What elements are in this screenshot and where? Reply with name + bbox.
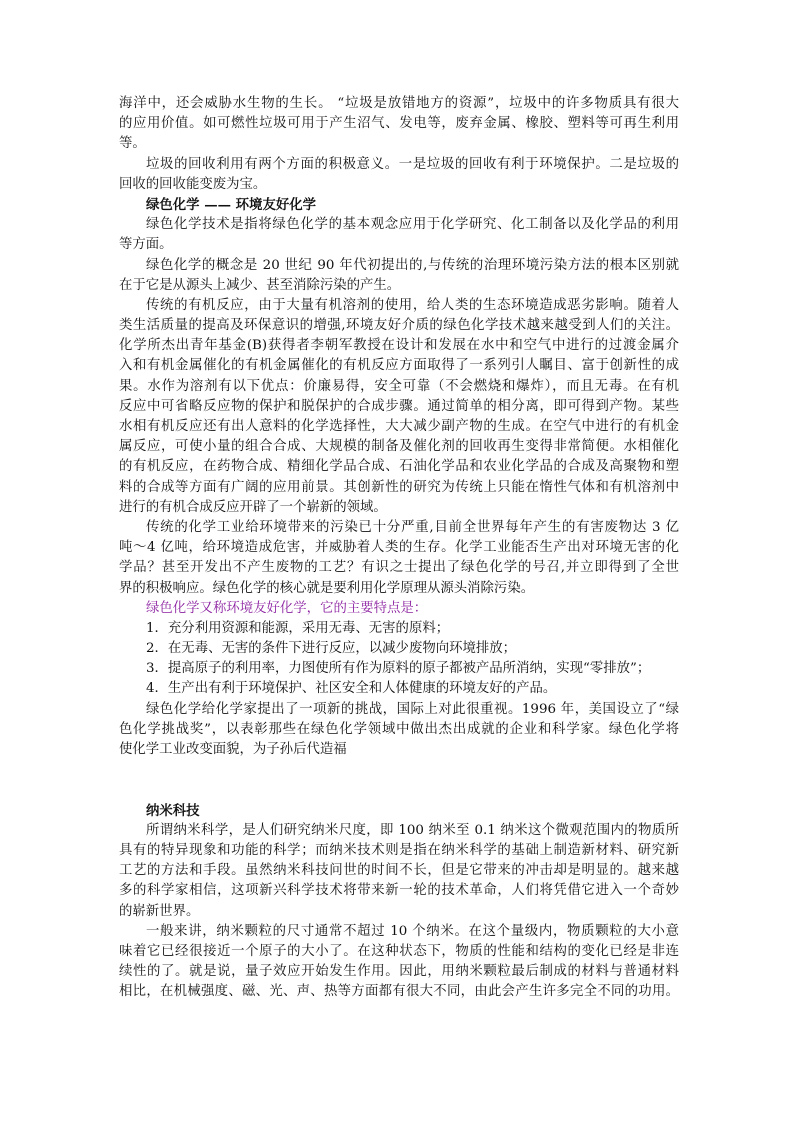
text-line: 色化学挑战奖”，以表彰那些在绿色化学领域中做出杰出成就的企业和科学家。绿色化学将 [119, 721, 679, 737]
text-line: 绿色化学技术是指将绿色化学的基本观念应用于化学研究、化工制备以及化学品的利用 [146, 217, 679, 233]
text-line: 相比，在机械强度、磁、光、声、热等方面都有很大不同，由此会产生许多完全不同的功用。 [119, 984, 679, 1000]
highlighted-line: 绿色化学又称环境友好化学，它的主要特点是： [146, 600, 428, 616]
section-heading: 纳米科技 [146, 802, 200, 819]
text-line: 料的合成等方面有广阔的应用前景。其创新性的研究为传统上只能在惰性气体和有机溶剂中 [119, 479, 679, 495]
text-line: 进行的有机合成反应开辟了一个崭新的领域。 [119, 499, 387, 515]
text-line: 回收的回收能变废为宝。 [119, 176, 267, 192]
text-line: 绿色化学给化学家提出了一项新的挑战，国际上对此很重视。1996 年，美国设立了“绿 [146, 701, 679, 717]
text-line: 界的积极响应。绿色化学的核心就是要利用化学原理从源头消除污染。 [119, 580, 535, 596]
text-line: 传统的化学工业给环境带来的污染已十分严重,目前全世界每年产生的有害废物达 3 亿 [146, 519, 679, 535]
text-line: 属反应，可使小量的组合合成、大规模的制备及催化剂的回收再生变得非常简便。水相催化 [119, 439, 679, 455]
text-line: 垃圾的回收利用有两个方面的积极意义。一是垃圾的回收有利于环境保护。二是垃圾的 [146, 156, 679, 172]
text-line: 具有的特异现象和功能的科学；而纳米技术则是指在纳米科学的基础上制造新材料、研究新 [119, 842, 679, 858]
text-line: 续性的了。就是说，量子效应开始发生作用。因此，用纳米颗粒最后制成的材料与普通材料 [119, 964, 679, 980]
text-line: 的崭新世界。 [119, 903, 200, 919]
text-line: 1．充分利用资源和能源，采用无毒、无害的原料； [146, 620, 450, 636]
text-line: 工艺的方法和手段。虽然纳米科技问世的时间不长，但是它带来的冲击却是明显的。越来越 [119, 863, 679, 879]
text-line: 传统的有机反应，由于大量有机溶剂的使用，给人类的生态环境造成恶劣影响。随着人 [146, 297, 679, 313]
text-line: 反应中可省略反应物的保护和脱保护的合成步骤。通过简单的相分离，即可得到产物。某些 [119, 398, 679, 414]
text-line: 海洋中，还会威胁水生物的生长。 “垃圾是放错地方的资源”，垃圾中的许多物质具有很大 [119, 96, 679, 111]
text-line: 吨～4 亿吨，给环境造成危害，并威胁着人类的生存。化学工业能否生产出对环境无害的化 [119, 540, 679, 556]
text-line: 类生活质量的提高及环保意识的增强,环境友好介质的绿色化学技术越来越受到人们的关注。 [119, 318, 679, 334]
text-line: 3．提高原子的利用率，力图使所有作为原料的原子都被产品所消纳，实现“零排放”； [146, 661, 651, 677]
text-line: 等。 [119, 136, 146, 152]
document-page [119, 94, 679, 1002]
text-line: 入和有机金属催化的有机金属催化的有机反应方面取得了一系列引人瞩目、富于创新性的成 [119, 358, 679, 374]
text-line: 所谓纳米科学，是人们研究纳米尺度，即 100 纳米至 0.1 纳米这个微观范围内的物质所 [146, 822, 679, 838]
text-line: 的应用价值。如可燃性垃圾可用于产生沼气、发电等，废弃金属、橡胶、塑料等可再生利用 [119, 116, 679, 132]
text-line: 4．生产出有利于环境保护、社区安全和人体健康的环境友好的产品。 [146, 681, 557, 697]
text-line: 在于它是从源头上减少、甚至消除污染的产生。 [119, 277, 401, 293]
text-line: 等方面。 [119, 237, 173, 253]
text-line: 绿色化学的概念是 20 世纪 90 年代初提出的,与传统的治理环境污染方法的根本区别就 [146, 257, 679, 273]
text-line: 使化学工业改变面貌，为子孙后代造福 [119, 742, 347, 757]
text-line: 2．在无毒、无害的条件下进行反应，以减少废物向环境排放； [146, 641, 517, 657]
text-line: 果。水作为溶剂有以下优点：价廉易得，安全可靠（不会燃烧和爆炸），而且无毒。在有机 [119, 378, 679, 394]
text-line: 水相有机反应还有出人意料的化学选择性，大大减少副产物的生成。在空气中进行的有机金 [119, 419, 679, 434]
section-heading: 绿色化学 —— 环境友好化学 [146, 196, 317, 213]
text-line: 学品？甚至开发出不产生废物的工艺？有识之士提出了绿色化学的号召,并立即得到了全世 [119, 560, 679, 576]
text-line: 味着它已经很接近一个原子的大小了。在这种状态下，物质的性能和结构的变化已经是非连 [119, 943, 679, 959]
blank-line [119, 760, 679, 800]
text-line: 一般来讲，纳米颗粒的尺寸通常不超过 10 个纳米。在这个量级内，物质颗粒的大小意 [146, 923, 679, 939]
text-line: 多的科学家相信，这项新兴科学技术将带来新一轮的技术革命，人们将凭借它进入一个奇妙 [119, 883, 679, 899]
text-line: 化学所杰出青年基金(B)获得者李朝军教授在设计和发展在水中和空气中进行的过渡金属介 [119, 338, 679, 354]
text-line: 的有机反应，在药物合成、精细化学品合成、石油化学品和农业化学品的合成及高聚物和塑 [119, 459, 679, 475]
